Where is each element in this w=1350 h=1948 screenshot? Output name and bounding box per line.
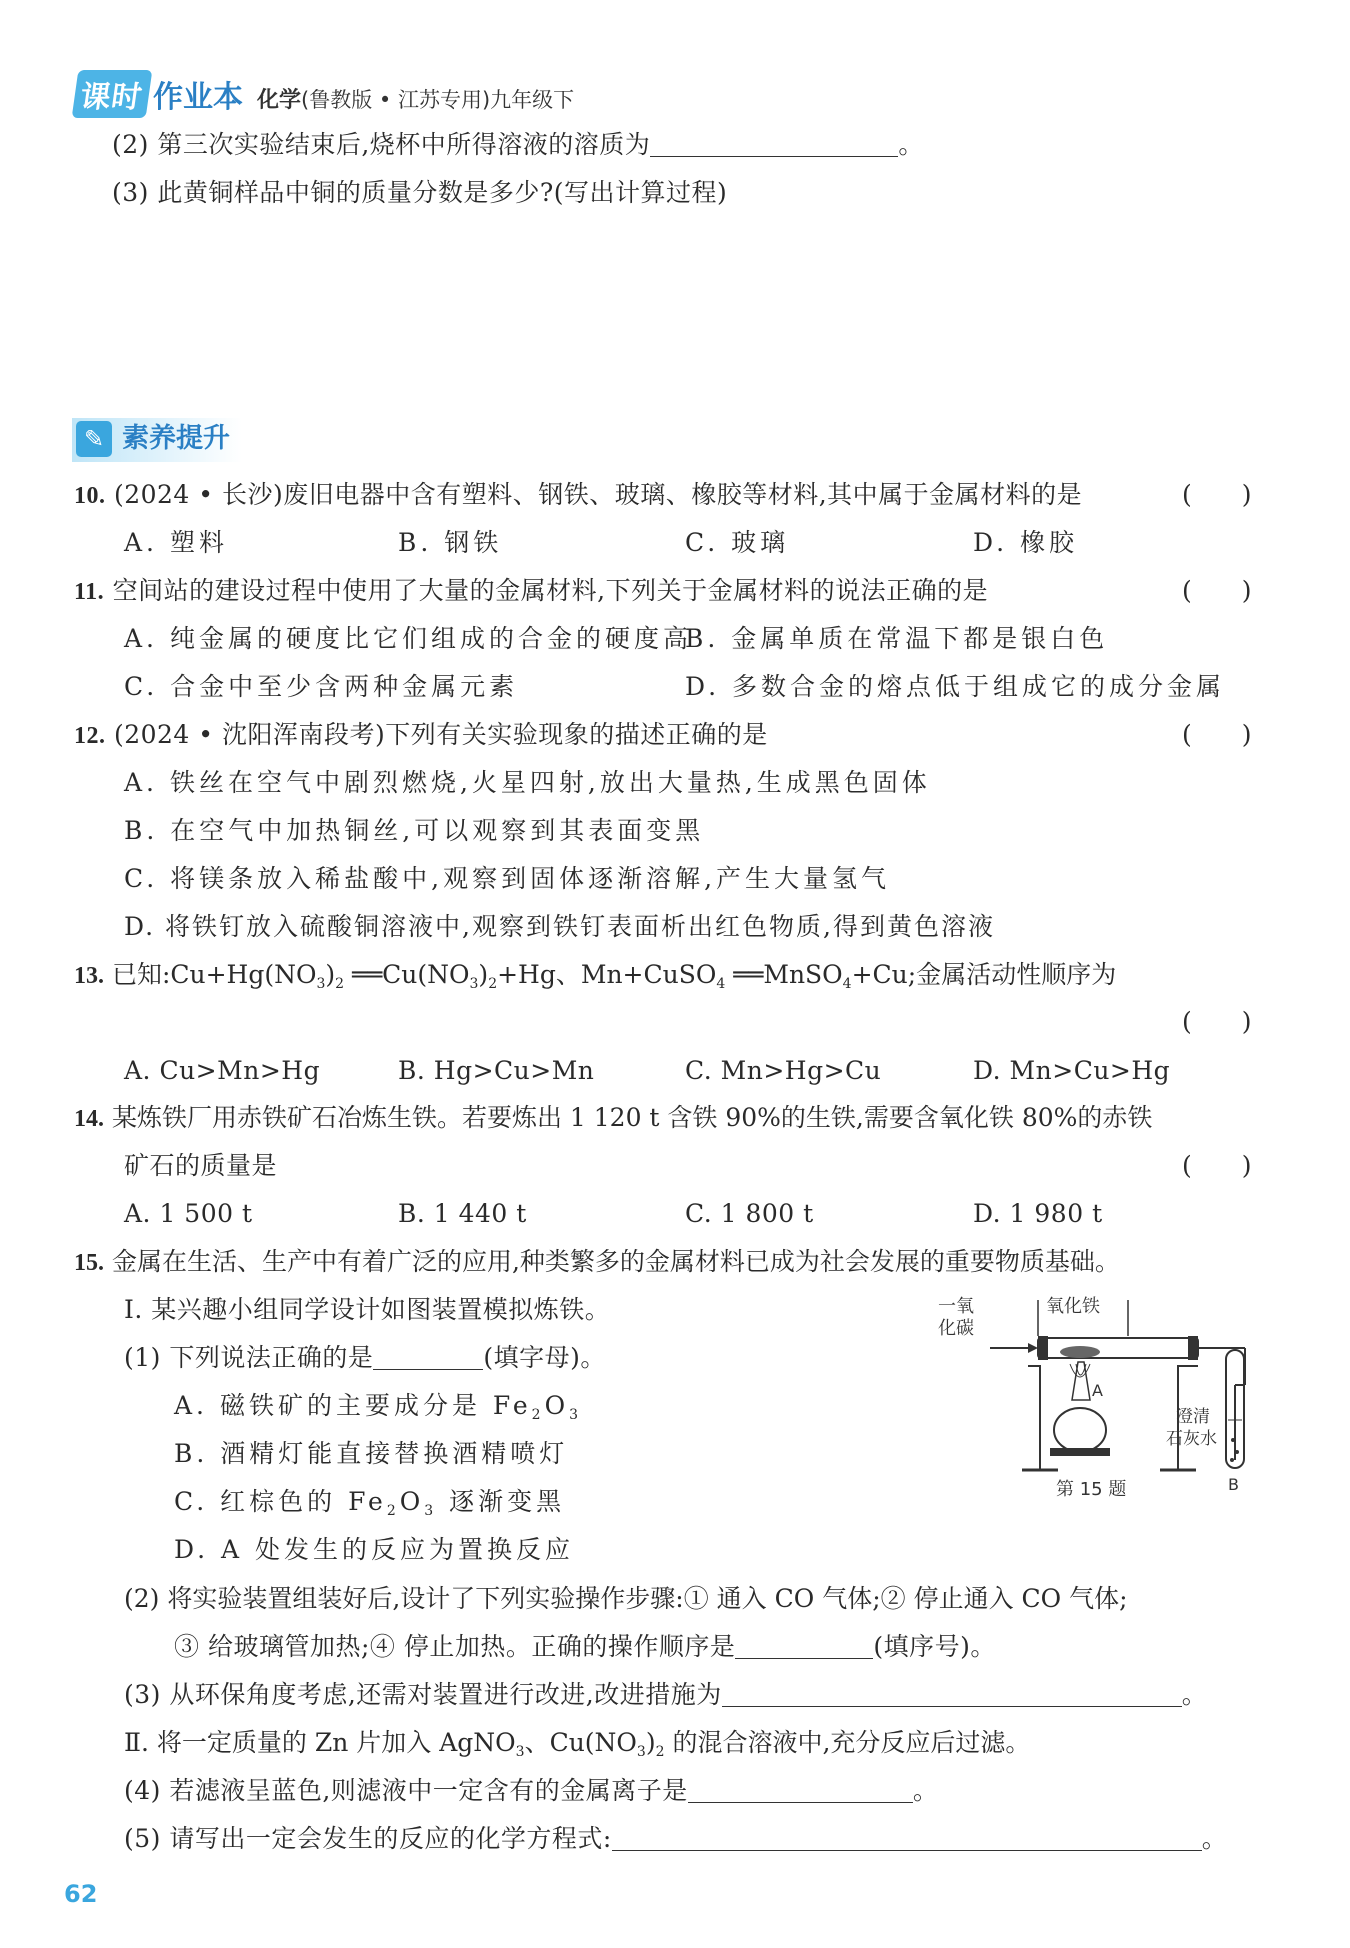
subscript: 4: [842, 976, 852, 992]
co-label-line1: 一氧: [938, 1296, 974, 1317]
q15-number: 15.: [74, 1250, 104, 1276]
pencil-icon: ✎: [76, 421, 112, 457]
limewater-label-1: 澄清: [1176, 1407, 1210, 1427]
q13-text-a: 已知:Cu+Hg(NO: [111, 960, 317, 989]
q15-sub4-text: (4) 若滤液呈蓝色,则滤液中一定含有的金属离子是: [124, 1776, 688, 1805]
q12-option-c: C. 将镁条放入稀盐酸中,观察到固体逐渐溶解,产生大量氢气: [124, 864, 891, 893]
subscript: 3: [316, 976, 326, 992]
subscript: 2: [488, 976, 498, 992]
q12-option-d: D. 将铁钉放入硫酸铜溶液中,观察到铁钉表面析出红色物质,得到黄色溶液: [124, 912, 995, 941]
q15-sub1-end: (填字母)。: [483, 1343, 606, 1372]
q15-option-c: [174, 1485, 565, 1519]
q15-sub4: [124, 1774, 938, 1808]
logo-text: 作业本: [153, 80, 243, 115]
q15-sub2-line1: (2) 将实验装置组装好后,设计了下列实验操作步骤:① 通入 CO 气体;② 停止通入 CO 气体;: [124, 1584, 1128, 1613]
q10-text: (2024 • 长沙)废旧电器中含有塑料、钢铁、玻璃、橡胶等材料,其中属于金属材料的是: [113, 480, 1083, 509]
q15-sub4-end: 。: [912, 1776, 939, 1805]
q15-part1-intro: Ⅰ. 某兴趣小组同学设计如图装置模拟炼铁。: [124, 1295, 611, 1324]
subject-bold: 化学: [257, 88, 302, 113]
q15-option-d: D. A 处发生的反应为置换反应: [174, 1535, 575, 1564]
ironmaking-apparatus-diagram: [930, 1290, 1270, 1505]
section-title: 素养提升: [122, 423, 230, 454]
q9-part2-end: 。: [898, 130, 924, 159]
q13-text-d: ): [478, 960, 489, 989]
q12-number: 12.: [74, 723, 106, 749]
q15-part2-text-a: Ⅱ. 将一定质量的 Zn 片加入 AgNO: [124, 1728, 516, 1757]
subscript: 2: [655, 1744, 665, 1760]
q15-part2-text-b: 、Cu(NO: [524, 1728, 637, 1757]
q10-number: 10.: [74, 483, 106, 509]
q13-option-c: C. Mn>Hg>Cu: [685, 1056, 882, 1085]
q15-sub1-text: (1) 下列说法正确的是: [124, 1343, 374, 1372]
q11-option-b: B. 金属单质在常温下都是银白色: [685, 624, 1109, 653]
answer-paren[interactable]: ( ): [1182, 480, 1252, 509]
q11-text: 空间站的建设过程中使用了大量的金属材料,下列关于金属材料的说法正确的是: [112, 576, 989, 605]
q13-option-d: D. Mn>Cu>Hg: [973, 1056, 1171, 1085]
subscript: 2: [335, 976, 345, 992]
subscript: 2: [531, 1407, 545, 1423]
q10-option-b: B. 钢铁: [398, 528, 503, 557]
subscript: 3: [569, 1407, 583, 1423]
q9-part2: [112, 128, 924, 162]
label-b: B: [1228, 1475, 1239, 1494]
q12-text: (2024 • 沈阳浑南段考)下列有关实验现象的描述正确的是: [113, 720, 768, 749]
q15-option-c-text: C. 红棕色的 Fe: [174, 1487, 387, 1516]
q15-sub2-end: (填序号)。: [873, 1632, 996, 1661]
q13-stem: [74, 958, 1116, 993]
q15-part2-text-c: ): [645, 1728, 656, 1757]
q14-stem-line1: [74, 1101, 1152, 1136]
iron-oxide-label: 氧化铁: [1046, 1296, 1100, 1317]
co-label-line2: 化碳: [938, 1318, 974, 1339]
limewater-label-2: 石灰水: [1166, 1429, 1217, 1449]
figure-caption: 第 15 题: [1056, 1479, 1127, 1500]
q14-stem-line2: 矿石的质量是: [124, 1151, 278, 1180]
label-a: A: [1092, 1381, 1103, 1400]
subscript: 2: [386, 1503, 400, 1519]
q13-number: 13.: [74, 963, 104, 989]
q13-text-g: +Cu;金属活动性顺序为: [851, 960, 1117, 989]
q15-part2-text-d: 的混合溶液中,充分反应后过滤。: [664, 1728, 1031, 1757]
subject-title: [257, 88, 574, 112]
answer-blank[interactable]: [688, 1776, 913, 1803]
q11-number: 11.: [74, 579, 105, 605]
q13-text-f: ══MnSO: [725, 960, 843, 989]
q15-option-a-o: O: [544, 1391, 570, 1420]
q13-option-b: B. Hg>Cu>Mn: [398, 1056, 595, 1085]
q15-stem: [74, 1245, 1120, 1280]
answer-blank[interactable]: [650, 130, 898, 157]
q10-option-a: A. 塑料: [124, 528, 228, 557]
subscript: 3: [636, 1744, 646, 1760]
q9-part3: (3) 此黄铜样品中铜的质量分数是多少?(写出计算过程): [112, 178, 728, 207]
q15-sub2-line2: [174, 1630, 996, 1664]
answer-paren[interactable]: ( ): [1182, 720, 1252, 749]
q15-option-a-text: A. 磁铁矿的主要成分是 Fe: [174, 1391, 532, 1420]
q15-sub5: [124, 1822, 1227, 1856]
page-number: 62: [64, 1880, 98, 1908]
q15-option-a: [174, 1389, 582, 1423]
q15-sub3: [124, 1678, 1207, 1712]
subscript: 4: [716, 976, 726, 992]
q14-number: 14.: [74, 1106, 104, 1132]
q13-text-e: +Hg、Mn+CuSO: [497, 960, 717, 989]
q9-part2-text: (2) 第三次实验结束后,烧杯中所得溶液的溶质为: [112, 130, 651, 159]
q15-sub3-text: (3) 从环保角度考虑,还需对装置进行改进,改进措施为: [124, 1680, 722, 1709]
q13-text-c: ══Cu(NO: [344, 960, 470, 989]
answer-paren[interactable]: ( ): [1182, 1007, 1252, 1036]
subscript: 3: [469, 976, 479, 992]
logo-box: 课时: [72, 70, 153, 118]
q15-sub5-text: (5) 请写出一定会发生的反应的化学方程式:: [124, 1824, 612, 1853]
q14-option-b: B. 1 440 t: [398, 1199, 527, 1228]
answer-blank[interactable]: [722, 1680, 1182, 1707]
q10-stem: [74, 478, 1082, 513]
subscript: 3: [515, 1744, 525, 1760]
answer-blank[interactable]: [612, 1824, 1202, 1851]
q15-text: 金属在生活、生产中有着广泛的应用,种类繁多的金属材料已成为社会发展的重要物质基础。: [111, 1247, 1120, 1276]
q12-option-b: B. 在空气中加热铜丝,可以观察到其表面变黑: [124, 816, 705, 845]
book-logo: [75, 70, 574, 116]
q11-option-d: D. 多数合金的熔点低于组成它的成分金属: [685, 672, 1226, 701]
q12-stem: [74, 718, 768, 753]
q11-option-c: C. 合金中至少含两种金属元素: [124, 672, 519, 701]
q15-option-c-o: O: [399, 1487, 425, 1516]
answer-paren[interactable]: ( ): [1182, 576, 1252, 605]
q15-sub2-text: ③ 给玻璃管加热;④ 停止加热。正确的操作顺序是: [174, 1632, 736, 1661]
q11-option-a: A. 纯金属的硬度比它们组成的合金的硬度高: [124, 624, 692, 653]
q13-option-a: A. Cu>Mn>Hg: [124, 1056, 321, 1085]
q13-text-b: ): [325, 960, 336, 989]
q10-option-c: C. 玻璃: [685, 528, 790, 557]
q10-option-d: D. 橡胶: [973, 528, 1079, 557]
answer-blank[interactable]: [735, 1632, 873, 1659]
q14-option-d: D. 1 980 t: [973, 1199, 1103, 1228]
q15-option-b: B. 酒精灯能直接替换酒精喷灯: [174, 1439, 569, 1468]
subject-rest: (鲁教版 • 江苏专用)九年级下: [301, 88, 575, 112]
q14-option-a: A. 1 500 t: [124, 1199, 253, 1228]
answer-blank[interactable]: [373, 1343, 483, 1370]
subscript: 3: [424, 1503, 438, 1519]
q15-sub3-end: 。: [1181, 1680, 1208, 1709]
q15-option-c-end: 逐渐变黑: [437, 1487, 566, 1516]
q15-sub1: [124, 1341, 606, 1375]
q11-stem: [74, 574, 988, 609]
q14-option-c: C. 1 800 t: [685, 1199, 814, 1228]
answer-paren[interactable]: ( ): [1182, 1151, 1252, 1180]
q12-option-a: A. 铁丝在空气中剧烈燃烧,火星四射,放出大量热,生成黑色固体: [124, 768, 931, 797]
q15-sub5-end: 。: [1201, 1824, 1228, 1853]
q15-part2-intro: [124, 1726, 1030, 1760]
q14-text-1: 某炼铁厂用赤铁矿石冶炼生铁。若要炼出 1 120 t 含铁 90%的生铁,需要含氧化铁 80%的赤铁: [111, 1103, 1153, 1132]
